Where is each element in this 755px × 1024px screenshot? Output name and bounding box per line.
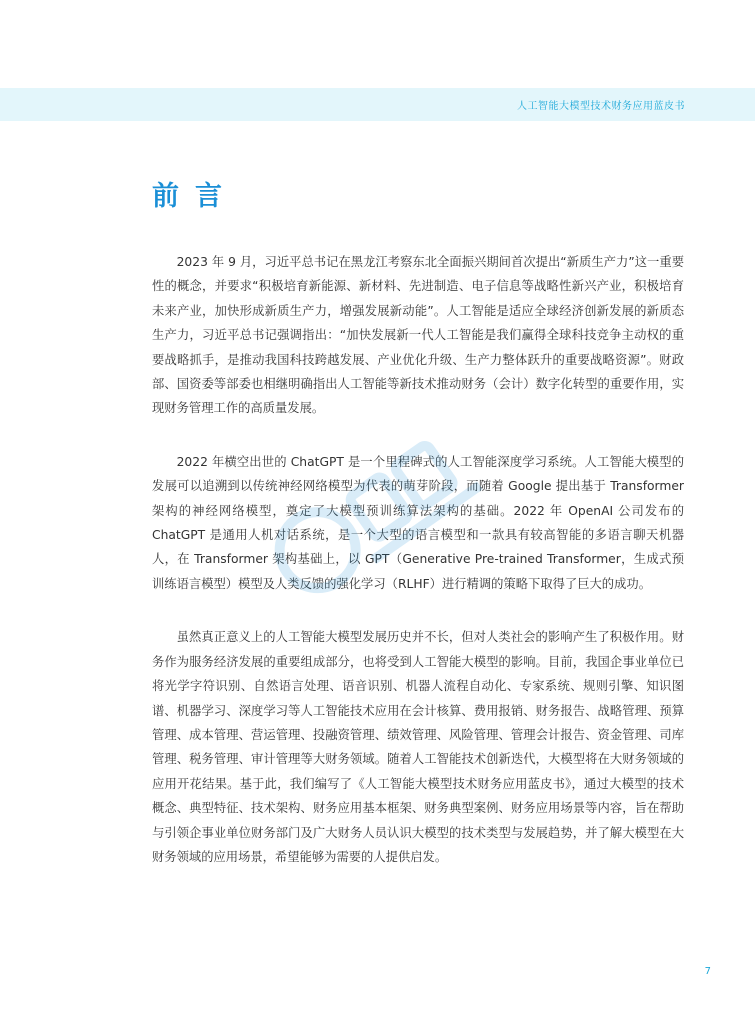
paragraph-1: 2023 年 9 月，习近平总书记在黑龙江考察东北全面振兴期间首次提出“新质生产力”这一重要性的概念，并要求“积极培育新能源、新材料、先进制造、电子信息等战略性新兴产业，积极培育未来产业，加快形成新质生产力，增强发展新动能”。人工智能是适应全球经济创新发展的新质态生产力，习近平总书记强调指出：“加快发展新一代人工智能是我们赢得全球科技竞争主动权的重要战略抓手，是推动我国科技跨越发展、产业优化升级、生产力整体跃升的重要战略资源”。财政部、国资委等部委也相继明确指出人工智能等新技术推动财务（会计）数字化转型的重要作用，实现财务管理工作的高质量发展。	[152, 255, 684, 416]
header-band	[0, 88, 755, 121]
body-content	[152, 250, 684, 898]
paragraph-3: 虽然真正意义上的人工智能大模型发展历史并不长，但对人类社会的影响产生了积极作用。财务作为服务经济发展的重要组成部分，也将受到人工智能大模型的影响。目前，我国企事业单位已将光学字符识别、自然语言处理、语音识别、机器人流程自动化、专家系统、规则引擎、知识图谱、机器学习、深度学习等人工智能技术应用在会计核算、费用报销、财务报告、战略管理、预算管理、成本管理、营运管理、投融资管理、绩效管理、风险管理、管理会计报告、资金管理、司库管理、税务管理、审计管理等大财务领域。随着人工智能技术创新迭代，大模型将在大财务领域的应用开花结果。基于此，我们编写了《人工智能大模型技术财务应用蓝皮书》，通过大模型的技术概念、典型特征、技术架构、财务应用基本框架、财务典型案例、财务应用场景等内容，旨在帮助与引领企事业单位财务部门及广大财务人员认识大模型的技术类型与发展趋势，并了解大模型在大财务领域的应用场景，希望能够为需要的人提供启发。	[152, 630, 684, 864]
paragraph-2: 2022 年横空出世的 ChatGPT 是一个里程碑式的人工智能深度学习系统。人工智能大模型的发展可以追溯到以传统神经网络模型为代表的萌芽阶段，而随着 Google 提出基于 Transformer 架构的神经网络模型，奠定了大模型预训练算法架构的基础。2022 年 OpenAI 公司发布的 ChatGPT 是通用人机对话系统，是一个大型的语言模型和一款具有较高智能的多语言聊天机器人，在 Transformer 架构基础上，以 GPT（Generative Pre-trained Transformer，生成式预训练语言模型）模型及人类反馈的强化学习（RLHF）进行精调的策略下取得了巨大的成功。	[152, 454, 684, 591]
page-title: 前言	[152, 181, 238, 212]
page-number: 7	[704, 966, 711, 977]
running-header-title: 人工智能大模型技术财务应用蓝皮书	[517, 101, 685, 112]
